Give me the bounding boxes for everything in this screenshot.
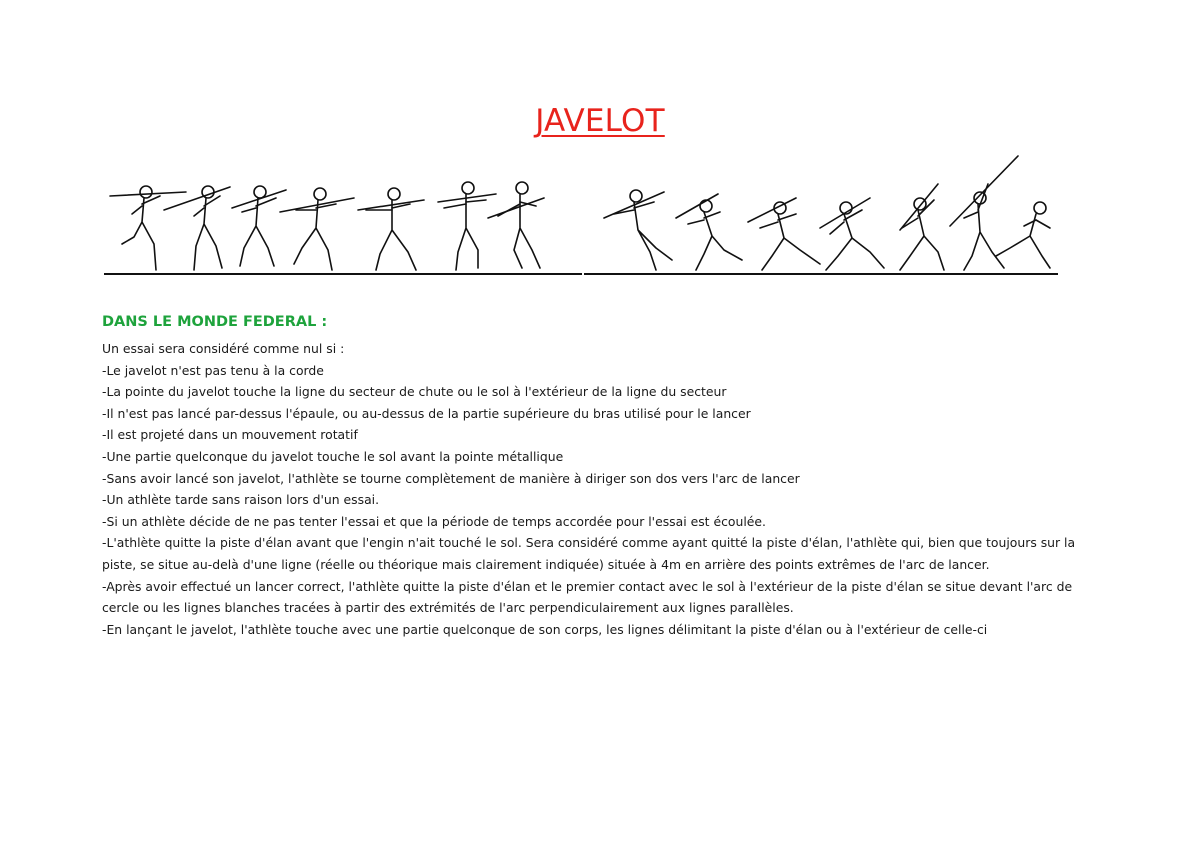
rule-line: -L'athlète quitte la piste d'élan avant que l'engin n'ait touché le sol. Sera considéré comme ayant quitté la piste d'élan, l'athlète qui, bien que toujours sur la bbox=[102, 535, 1076, 551]
rule-line: -Le javelot n'est pas tenu à la corde bbox=[102, 362, 324, 378]
javelin-sequence-image-left bbox=[104, 152, 582, 280]
rule-line: -Un athlète tarde sans raison lors d'un essai. bbox=[102, 492, 380, 508]
rules-text bbox=[102, 338, 1102, 640]
rule-line: -Après avoir effectué un lancer correct, l'athlète quitte la piste d'élan et le premier contact avec le sol à l'extérieur de la piste d'élan se situe devant l'arc de bbox=[102, 578, 1073, 594]
rule-line: cercle ou les lignes blanches tracées à partir des extrémités de l'arc perpendiculairement aux lignes parallèles. bbox=[102, 600, 794, 616]
page-title: JAVELOT bbox=[535, 103, 665, 139]
javelin-throw-sequence-figure-left bbox=[104, 152, 582, 280]
rule-line: -En lançant le javelot, l'athlète touche avec une partie quelconque de son corps, les lignes délimitant la piste d'élan ou à l'extérieur de celle-ci bbox=[102, 621, 988, 637]
rule-line: -Il n'est pas lancé par-dessus l'épaule, ou au-dessus de la partie supérieure du bras utilisé pour le lancer bbox=[102, 405, 751, 421]
rule-line: -Sans avoir lancé son javelot, l'athlète se tourne complètement de manière à diriger son dos vers l'arc de lancer bbox=[102, 470, 800, 486]
section-heading: DANS LE MONDE FEDERAL : bbox=[102, 314, 328, 330]
rule-line: -Si un athlète décide de ne pas tenter l'essai et que la période de temps accordée pour l'essai est écoulée. bbox=[102, 513, 766, 529]
rule-line: -Il est projeté dans un mouvement rotatif bbox=[102, 427, 358, 443]
rule-line: -La pointe du javelot touche la ligne du secteur de chute ou le sol à l'extérieur de la ligne du secteur bbox=[102, 384, 727, 400]
rules-intro: Un essai sera considéré comme nul si : bbox=[102, 341, 345, 356]
javelin-throw-sequence-figure-right bbox=[584, 152, 1058, 280]
javelin-sequence-image-right bbox=[584, 152, 1058, 280]
rule-line: piste, se situe au-delà d'une ligne (réelle ou théorique mais clairement indiquée) située à 4m en arrière des points extrêmes de l'arc de lancer. bbox=[102, 556, 990, 572]
rule-line: -Une partie quelconque du javelot touche le sol avant la pointe métallique bbox=[102, 448, 564, 464]
